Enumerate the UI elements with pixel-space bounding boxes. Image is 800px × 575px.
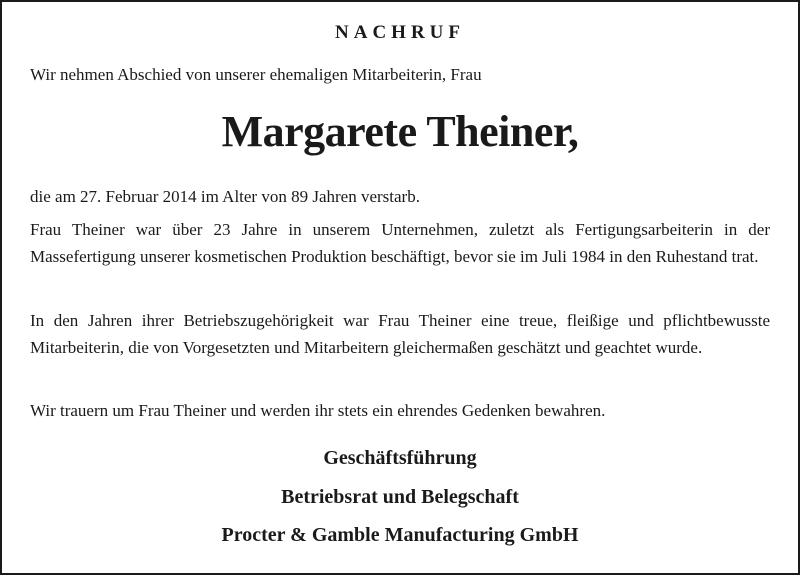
signature-management: Geschäftsführung <box>323 447 477 469</box>
deceased-name: Margarete Theiner, <box>221 107 579 156</box>
death-date-paragraph: die am 27. Februar 2014 im Alter von 89 Jahren verstarb. <box>30 187 420 206</box>
condolence-paragraph: Wir trauern um Frau Theiner und werden ihr stets ein ehrendes Gedenken bewahren. <box>30 401 606 420</box>
signature-company: Procter & Gamble Manufacturing GmbH <box>221 524 579 546</box>
tribute-paragraph: In den Jahren ihrer Betriebszugehörigkeit war Frau Theiner eine treue, fleißige und pflichtbewusste Mitarbeiterin, die von Vorgesetzten und Mitarbeitern gleichermaßen geschätzt und geachtet wurde. <box>30 311 770 357</box>
signature-works-council: Betriebsrat und Belegschaft <box>281 486 519 508</box>
notice-heading: NACHRUF <box>335 22 465 43</box>
intro-line: Wir nehmen Abschied von unserer ehemaligen Mitarbeiterin, Frau <box>30 65 482 84</box>
obituary-notice <box>30 0 770 575</box>
career-paragraph: Frau Theiner war über 23 Jahre in unserem Unternehmen, zuletzt als Fertigungsarbeiterin in der Massefertigung unserer kosmetischen Produktion beschäftigt, bevor sie im Juli 1984 in den Ruhestand trat. <box>30 220 770 266</box>
